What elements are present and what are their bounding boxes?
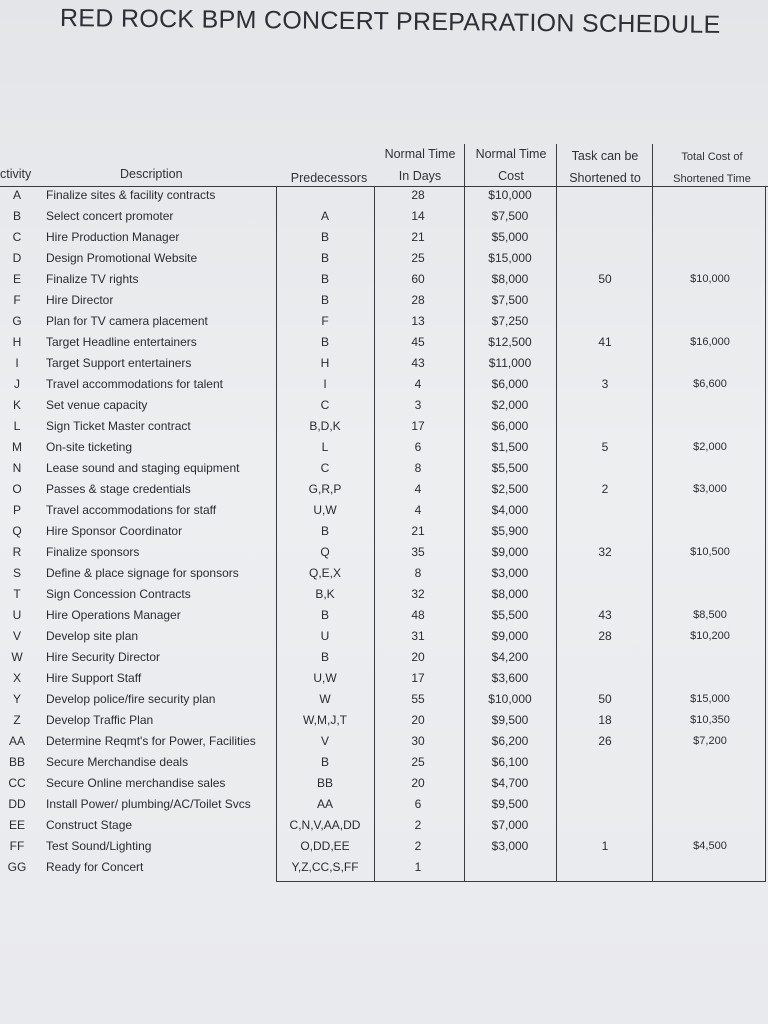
normal-days-cell: 6 — [414, 440, 422, 454]
table-row — [0, 710, 768, 731]
header-predecessors: Predecessors — [290, 171, 368, 185]
header-shortened-line1: Task can be — [571, 149, 639, 163]
shortened-days-cell: 2 — [601, 482, 609, 496]
description-cell: Set venue capacity — [46, 398, 148, 412]
description-cell: Sign Concession Contracts — [46, 587, 191, 601]
description-cell: Develop police/fire security plan — [46, 692, 216, 706]
normal-days-cell: 3 — [414, 398, 422, 412]
activity-code: G — [12, 314, 22, 328]
predecessors-cell: Q,E,X — [308, 566, 341, 580]
normal-days-cell: 4 — [414, 503, 422, 517]
description-cell: Define & place signage for sponsors — [46, 566, 239, 580]
description-cell: Hire Security Director — [46, 650, 161, 664]
normal-cost-cell: $4,000 — [491, 503, 529, 517]
predecessors-cell: I — [323, 377, 327, 391]
normal-days-cell: 25 — [411, 755, 425, 769]
predecessors-cell: B,D,K — [309, 419, 341, 433]
description-cell: Hire Sponsor Coordinator — [46, 524, 183, 538]
activity-code: O — [12, 482, 22, 496]
predecessors-cell: A — [320, 209, 329, 223]
description-cell: Target Headline entertainers — [46, 335, 197, 349]
normal-cost-cell: $12,500 — [488, 335, 532, 349]
description-cell: Install Power/ plumbing/AC/Toilet Svcs — [46, 797, 251, 811]
table-row — [0, 794, 768, 815]
table-row — [0, 290, 768, 311]
shortened-cost-cell: $15,000 — [690, 693, 730, 705]
description-cell: Passes & stage credentials — [46, 482, 191, 496]
shortened-cost-cell: $4,500 — [693, 840, 727, 852]
normal-cost-cell: $9,000 — [491, 629, 529, 643]
table-row — [0, 605, 768, 626]
header-total-cost-line1: Total Cost of — [681, 151, 743, 163]
normal-days-cell: 43 — [411, 356, 425, 370]
normal-days-cell: 60 — [411, 272, 425, 286]
header-normal-cost-line2: Cost — [498, 169, 524, 183]
normal-days-cell: 21 — [411, 524, 425, 538]
normal-days-cell: 55 — [411, 692, 425, 706]
normal-cost-cell: $15,000 — [488, 251, 532, 265]
activity-code: R — [12, 545, 22, 559]
predecessors-cell: BB — [316, 776, 333, 790]
normal-cost-cell: $11,000 — [488, 356, 532, 370]
predecessors-cell: W,M,J,T — [303, 713, 347, 727]
normal-cost-cell: $3,600 — [491, 671, 529, 685]
shortened-cost-cell: $10,500 — [690, 546, 730, 558]
description-cell: Sign Ticket Master contract — [46, 419, 191, 433]
page-title: RED ROCK BPM CONCERT PREPARATION SCHEDULE — [59, 4, 721, 39]
normal-days-cell: 35 — [411, 545, 425, 559]
normal-days-cell: 8 — [414, 566, 422, 580]
table-row — [0, 773, 768, 794]
description-cell: Finalize sponsors — [46, 545, 140, 559]
table-row — [0, 647, 768, 668]
header-normal-time-line2: In Days — [398, 169, 442, 183]
normal-days-cell: 14 — [411, 209, 425, 223]
description-cell: Lease sound and staging equipment — [46, 461, 240, 475]
description-cell: Finalize sites & facility contracts — [46, 188, 216, 202]
normal-cost-cell: $9,500 — [491, 797, 529, 811]
header-activity: ctivity — [0, 167, 32, 181]
predecessors-cell: B — [320, 251, 329, 265]
normal-days-cell: 4 — [414, 482, 422, 496]
description-cell: Determine Reqmt's for Power, Facilities — [46, 734, 256, 748]
normal-days-cell: 25 — [411, 251, 425, 265]
normal-cost-cell: $5,900 — [491, 524, 529, 538]
normal-cost-cell: $2,500 — [491, 482, 529, 496]
shortened-days-cell: 26 — [598, 734, 612, 748]
table-row — [0, 626, 768, 647]
predecessors-cell: B — [320, 524, 329, 538]
activity-code: AA — [8, 734, 25, 748]
table-row — [0, 731, 768, 752]
header-normal-cost-line1: Normal Time — [475, 147, 547, 161]
predecessors-cell: B — [320, 230, 329, 244]
description-cell: Develop site plan — [46, 629, 139, 643]
predecessors-cell: Q — [320, 545, 330, 559]
normal-cost-cell: $9,500 — [491, 713, 529, 727]
predecessors-cell: U,W — [313, 503, 337, 517]
normal-cost-cell: $10,000 — [488, 692, 532, 706]
table-row — [0, 395, 768, 416]
shortened-cost-cell: $7,200 — [693, 735, 727, 747]
table-row — [0, 353, 768, 374]
normal-days-cell: 28 — [411, 293, 425, 307]
normal-cost-cell: $9,000 — [491, 545, 529, 559]
predecessors-cell: AA — [316, 797, 333, 811]
table-row — [0, 458, 768, 479]
description-cell: Hire Operations Manager — [46, 608, 181, 622]
schedule-table-body — [0, 185, 768, 878]
normal-days-cell: 1 — [414, 860, 422, 874]
shortened-days-cell: 5 — [601, 440, 609, 454]
table-row — [0, 269, 768, 290]
activity-code: DD — [8, 797, 26, 811]
shortened-days-cell: 28 — [598, 629, 612, 643]
shortened-days-cell: 3 — [601, 377, 609, 391]
shortened-days-cell: 32 — [598, 545, 612, 559]
table-row — [0, 437, 768, 458]
description-cell: Target Support entertainers — [46, 356, 192, 370]
predecessors-cell: H — [320, 356, 330, 370]
activity-code: F — [13, 293, 21, 307]
shortened-cost-cell: $8,500 — [693, 609, 727, 621]
activity-code: X — [12, 671, 21, 685]
predecessors-cell: B — [320, 293, 329, 307]
normal-days-cell: 32 — [411, 587, 425, 601]
predecessors-cell: L — [321, 440, 329, 454]
activity-code: H — [12, 335, 22, 349]
normal-cost-cell: $7,500 — [491, 209, 529, 223]
predecessors-cell: B — [320, 272, 329, 286]
activity-code: Z — [13, 713, 21, 727]
predecessors-cell: B — [320, 650, 329, 664]
normal-cost-cell: $8,000 — [491, 272, 529, 286]
description-cell: Hire Production Manager — [46, 230, 180, 244]
table-row — [0, 857, 768, 878]
predecessors-cell: Y,Z,CC,S,FF — [291, 860, 359, 874]
normal-days-cell: 2 — [414, 818, 422, 832]
normal-cost-cell: $1,500 — [491, 440, 529, 454]
normal-days-cell: 8 — [414, 461, 422, 475]
activity-code: B — [12, 209, 21, 223]
table-row — [0, 563, 768, 584]
shortened-cost-cell: $10,350 — [690, 714, 730, 726]
description-cell: Secure Online merchandise sales — [46, 776, 226, 790]
shortened-cost-cell: $2,000 — [693, 441, 727, 453]
description-cell: Design Promotional Website — [46, 251, 198, 265]
normal-days-cell: 31 — [411, 629, 425, 643]
shortened-cost-cell: $3,000 — [693, 483, 727, 495]
predecessors-cell: B,K — [315, 587, 335, 601]
normal-days-cell: 48 — [411, 608, 425, 622]
activity-code: A — [12, 188, 21, 202]
header-description: Description — [120, 167, 183, 181]
predecessors-cell: B — [320, 608, 329, 622]
table-row — [0, 584, 768, 605]
normal-days-cell: 45 — [411, 335, 425, 349]
normal-days-cell: 17 — [411, 671, 425, 685]
shortened-days-cell: 18 — [598, 713, 612, 727]
description-cell: Secure Merchandise deals — [46, 755, 189, 769]
activity-code: L — [13, 419, 21, 433]
table-row — [0, 248, 768, 269]
activity-code: I — [15, 356, 19, 370]
predecessors-cell: F — [321, 314, 329, 328]
normal-days-cell: 28 — [411, 188, 425, 202]
activity-code: J — [14, 377, 20, 391]
description-cell: Select concert promoter — [46, 209, 174, 223]
predecessors-cell: U,W — [313, 671, 337, 685]
shortened-cost-cell: $6,600 — [693, 378, 727, 390]
activity-code: W — [11, 650, 23, 664]
header-normal-time-line1: Normal Time — [384, 147, 456, 161]
header-shortened-line2: Shortened to — [569, 171, 641, 185]
description-cell: Test Sound/Lighting — [46, 839, 152, 853]
predecessors-cell: G,R,P — [308, 482, 342, 496]
normal-cost-cell: $5,500 — [491, 461, 529, 475]
normal-cost-cell: $7,250 — [491, 314, 529, 328]
description-cell: Travel accommodations for staff — [46, 503, 217, 517]
normal-cost-cell: $6,200 — [491, 734, 529, 748]
normal-days-cell: 20 — [411, 650, 425, 664]
predecessors-cell: U — [320, 629, 330, 643]
normal-cost-cell: $3,000 — [491, 566, 529, 580]
table-row — [0, 374, 768, 395]
table-row — [0, 311, 768, 332]
activity-code: K — [12, 398, 21, 412]
description-cell: Finalize TV rights — [46, 272, 139, 286]
activity-code: EE — [8, 818, 25, 832]
predecessors-cell: C — [320, 398, 330, 412]
normal-cost-cell: $4,200 — [491, 650, 529, 664]
normal-cost-cell: $6,000 — [491, 419, 529, 433]
normal-cost-cell: $6,100 — [491, 755, 529, 769]
activity-code: P — [12, 503, 21, 517]
normal-cost-cell: $10,000 — [488, 188, 532, 202]
description-cell: Travel accommodations for talent — [46, 377, 223, 391]
predecessors-cell: W — [319, 692, 331, 706]
activity-code: U — [12, 608, 22, 622]
shortened-days-cell: 50 — [598, 272, 612, 286]
activity-code: D — [12, 251, 22, 265]
table-row — [0, 479, 768, 500]
table-row — [0, 542, 768, 563]
table-row — [0, 332, 768, 353]
activity-code: N — [12, 461, 22, 475]
activity-code: C — [12, 230, 22, 244]
table-row — [0, 227, 768, 248]
description-cell: Hire Support Staff — [46, 671, 142, 685]
header-total-cost-line2: Shortened Time — [673, 173, 751, 185]
normal-days-cell: 6 — [414, 797, 422, 811]
predecessors-cell: C,N,V,AA,DD — [289, 818, 361, 832]
shortened-days-cell: 1 — [601, 839, 609, 853]
activity-code: FF — [9, 839, 25, 853]
table-row — [0, 836, 768, 857]
table-row — [0, 206, 768, 227]
activity-code: Y — [12, 692, 21, 706]
description-cell: Develop Traffic Plan — [46, 713, 154, 727]
predecessors-cell: C — [320, 461, 330, 475]
activity-code: S — [12, 566, 21, 580]
table-row — [0, 752, 768, 773]
description-cell: Construct Stage — [46, 818, 133, 832]
predecessors-cell: B — [320, 755, 329, 769]
activity-code: GG — [7, 860, 27, 874]
table-row — [0, 416, 768, 437]
table-row — [0, 185, 768, 206]
shortened-days-cell: 41 — [598, 335, 612, 349]
normal-cost-cell: $2,000 — [491, 398, 529, 412]
normal-cost-cell: $6,000 — [491, 377, 529, 391]
normal-cost-cell: $5,500 — [491, 608, 529, 622]
table-row — [0, 689, 768, 710]
activity-code: CC — [8, 776, 26, 790]
normal-days-cell: 17 — [411, 419, 425, 433]
table-row — [0, 500, 768, 521]
shortened-days-cell: 50 — [598, 692, 612, 706]
shortened-cost-cell: $10,200 — [690, 630, 730, 642]
predecessors-cell: V — [320, 734, 329, 748]
normal-cost-cell: $8,000 — [491, 587, 529, 601]
predecessors-cell: O,DD,EE — [300, 839, 350, 853]
normal-days-cell: 30 — [411, 734, 425, 748]
description-cell: On-site ticketing — [46, 440, 133, 454]
activity-code: BB — [8, 755, 25, 769]
description-cell: Ready for Concert — [46, 860, 144, 874]
table-row — [0, 521, 768, 542]
normal-days-cell: 20 — [411, 713, 425, 727]
normal-cost-cell: $7,500 — [491, 293, 529, 307]
normal-days-cell: 4 — [414, 377, 422, 391]
activity-code: T — [13, 587, 21, 601]
activity-code: Q — [12, 524, 22, 538]
description-cell: Plan for TV camera placement — [46, 314, 208, 328]
normal-days-cell: 2 — [414, 839, 422, 853]
activity-code: M — [12, 440, 22, 454]
activity-code: E — [12, 272, 21, 286]
normal-days-cell: 21 — [411, 230, 425, 244]
description-cell: Hire Director — [46, 293, 114, 307]
table-bottom-rule — [276, 881, 766, 882]
predecessors-cell: B — [320, 335, 329, 349]
shortened-days-cell: 43 — [598, 608, 612, 622]
normal-days-cell: 13 — [411, 314, 425, 328]
normal-days-cell: 20 — [411, 776, 425, 790]
activity-code: V — [12, 629, 21, 643]
normal-cost-cell: $7,000 — [491, 818, 529, 832]
normal-cost-cell: $5,000 — [491, 230, 529, 244]
shortened-cost-cell: $10,000 — [690, 273, 730, 285]
shortened-cost-cell: $16,000 — [690, 336, 730, 348]
table-row — [0, 668, 768, 689]
normal-cost-cell: $3,000 — [491, 839, 529, 853]
normal-cost-cell: $4,700 — [491, 776, 529, 790]
table-row — [0, 815, 768, 836]
